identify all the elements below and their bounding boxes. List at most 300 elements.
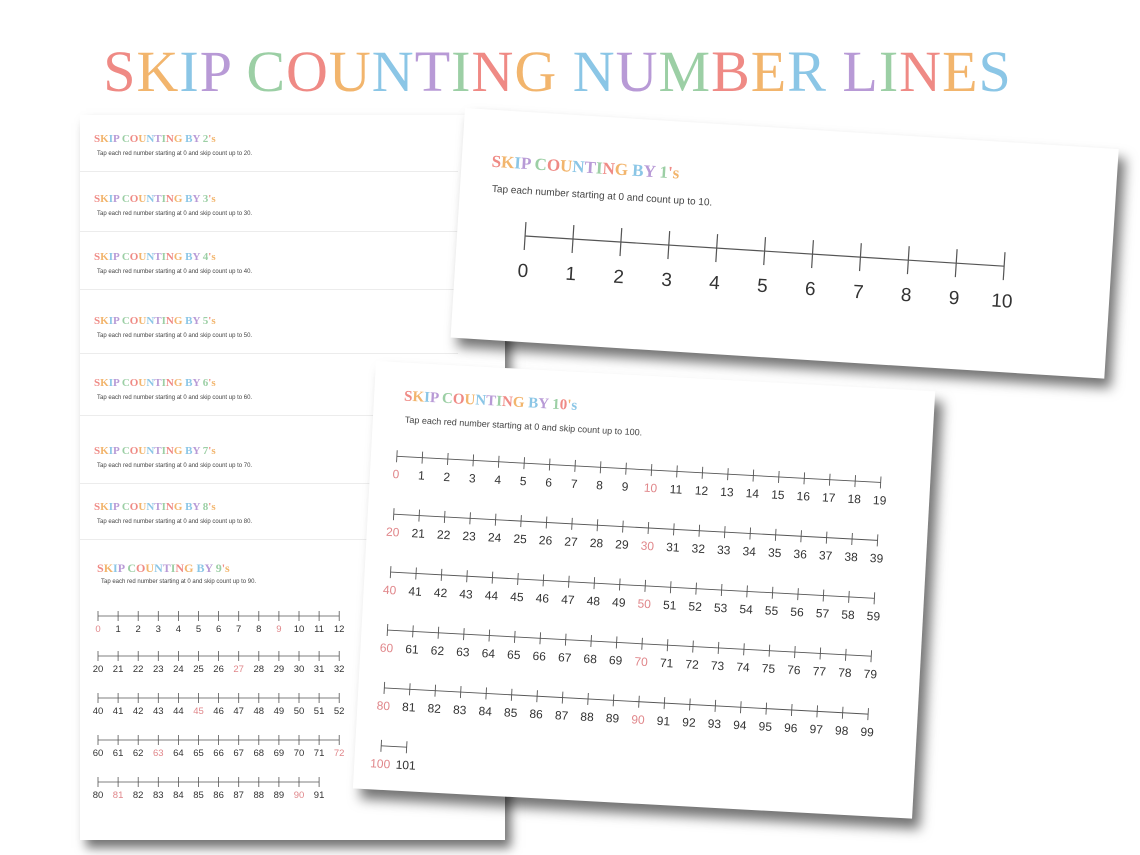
number-line-tick: [498, 456, 499, 468]
sheet-10s-heading: [404, 389, 578, 415]
number-line-tick: [565, 634, 566, 646]
number-label: 10: [990, 290, 1014, 313]
number-line-tick: [390, 566, 391, 578]
section-divider: [80, 353, 458, 354]
number-line-svg: [98, 735, 341, 747]
heading-letter: S: [94, 133, 101, 145]
number-line-tick: [518, 573, 519, 585]
number-line-tick: [393, 508, 394, 520]
heading-letter: G: [514, 39, 558, 104]
number-label: 45: [193, 706, 204, 717]
number-label: 79: [863, 666, 878, 682]
number-line-tick: [540, 632, 541, 644]
heading-letter: G: [512, 394, 525, 412]
heading-letter: N: [471, 39, 515, 104]
number-label: 23: [462, 528, 477, 544]
number-line-tick: [823, 590, 824, 602]
heading-letter: C: [121, 377, 130, 389]
number-label: 24: [487, 530, 502, 546]
heading-letter: I: [423, 389, 431, 406]
heading-letter: C: [121, 193, 130, 205]
number-line-tick: [473, 454, 474, 466]
number-label: 40: [92, 706, 104, 717]
section-heading: [94, 251, 216, 263]
nines-number-line: [92, 651, 345, 675]
heading-letter: K: [100, 445, 109, 457]
heading-letter: 0: [559, 397, 568, 414]
section-divider: [80, 289, 458, 290]
heading-letter: K: [100, 315, 109, 327]
heading-letter: P: [117, 561, 125, 575]
heading-letter: U: [615, 39, 659, 104]
heading-letter: I: [108, 501, 113, 513]
number-label: 21: [411, 526, 426, 541]
number-line-tick: [772, 587, 773, 599]
number-line-tick: [798, 588, 799, 600]
number-label: 5: [519, 473, 527, 489]
number-line-tick: [495, 514, 496, 526]
heading-letter: N: [572, 39, 616, 104]
number-label: 26: [213, 664, 224, 675]
number-line-tick: [524, 457, 525, 469]
number-line-tick: [740, 701, 741, 713]
number-label: 32: [691, 541, 706, 557]
heading-letter: I: [161, 193, 166, 205]
heading-letter: I: [108, 133, 113, 145]
heading-letter: ': [667, 162, 674, 183]
number-label: 11: [314, 624, 325, 635]
heading-letter: P: [112, 445, 120, 457]
tens-number-line: [382, 566, 881, 624]
heading-letter: s: [225, 561, 230, 575]
number-line-tick: [868, 708, 869, 720]
heading-letter: U: [138, 251, 147, 263]
number-line-tick: [721, 584, 722, 596]
number-line-tick: [588, 693, 589, 705]
heading-letter: Y: [192, 193, 201, 205]
heading-letter: 7: [202, 445, 209, 457]
number-line-tick: [460, 686, 461, 698]
number-line-tick: [569, 576, 570, 588]
number-line-tick: [492, 572, 493, 584]
number-line-tick: [619, 579, 620, 591]
number-line-tick: [600, 461, 601, 473]
skip-counting-sheet-10s: [353, 361, 935, 819]
number-line-tick: [616, 636, 617, 648]
tens-number-line: [376, 682, 875, 740]
number-label: 69: [608, 653, 623, 668]
heading-letter: ': [208, 501, 212, 513]
heading-letter: 1: [658, 162, 669, 182]
number-line-tick: [852, 533, 853, 545]
heading-letter: U: [145, 561, 155, 575]
number-label: 7: [570, 476, 578, 492]
heading-letter: S: [94, 251, 101, 263]
number-label: 62: [132, 748, 144, 759]
number-line-tick: [549, 459, 550, 471]
heading-letter: K: [136, 39, 180, 104]
heading-letter: B: [185, 445, 193, 457]
number-line-tick: [880, 476, 881, 488]
heading-letter: G: [184, 561, 194, 575]
heading-letter: N: [146, 445, 155, 457]
number-label: 91: [656, 713, 671, 729]
heading-letter: ': [208, 251, 212, 263]
number-line-tick: [413, 625, 414, 637]
heading-letter: B: [185, 251, 193, 263]
number-label: 9: [621, 479, 629, 494]
section-instruction: Tap each red number starting at 0 and skip count up to 80.: [97, 519, 253, 525]
number-label: 78: [837, 665, 852, 681]
number-line-tick: [724, 526, 725, 538]
heading-letter: O: [129, 193, 139, 205]
heading-letter: C: [441, 390, 454, 408]
heading-letter: I: [878, 39, 900, 104]
number-line-tick: [419, 510, 420, 522]
number-line-svg: [98, 651, 341, 663]
heading-letter: N: [146, 251, 155, 263]
tens-number-line: [369, 740, 417, 773]
section-instruction: Tap each red number starting at 0 and skip count up to 70.: [97, 463, 253, 469]
section-heading: [94, 133, 216, 145]
number-label: 10: [643, 480, 658, 496]
number-line-tick: [744, 643, 745, 655]
number-line-tick: [435, 685, 436, 697]
number-label: 46: [213, 706, 224, 717]
heading-letter: T: [485, 393, 497, 410]
number-label: 3: [660, 269, 673, 292]
number-label: 89: [605, 710, 620, 726]
heading-letter: N: [899, 39, 943, 104]
number-label: 8: [900, 284, 913, 307]
number-label: 73: [710, 658, 725, 674]
number-line-tick: [575, 460, 576, 472]
heading-letter: N: [146, 133, 155, 145]
number-label: 11: [669, 482, 683, 497]
heading-letter: B: [185, 501, 193, 513]
heading-letter: O: [129, 501, 139, 513]
number-label: 21: [112, 664, 124, 675]
heading-letter: N: [175, 561, 185, 575]
number-line-tick: [537, 690, 538, 702]
nines-number-line: [92, 735, 345, 759]
heading-letter: U: [328, 39, 372, 104]
number-label: 16: [796, 488, 811, 504]
heading-letter: N: [165, 377, 174, 389]
heading-letter: U: [138, 501, 147, 513]
number-label: 65: [193, 748, 204, 759]
heading-letter: O: [129, 315, 139, 327]
heading-letter: Y: [192, 377, 201, 389]
heading-letter: O: [452, 391, 465, 408]
number-line-tick: [562, 692, 563, 704]
heading-letter: ': [566, 397, 572, 414]
number-line-tick: [470, 512, 471, 524]
number-label: 40: [382, 582, 397, 598]
number-label: 67: [557, 650, 572, 665]
number-label: 26: [538, 533, 553, 548]
nines-number-line: [95, 611, 345, 635]
number-label: 87: [233, 790, 244, 801]
number-label: 48: [253, 706, 265, 717]
number-label: 56: [789, 604, 805, 620]
number-label: 22: [132, 664, 144, 675]
number-line-tick: [699, 525, 700, 537]
number-label: 83: [153, 790, 164, 801]
heading-letter: K: [100, 133, 109, 145]
heading-letter: G: [173, 501, 183, 513]
number-line-tick: [387, 624, 388, 636]
heading-letter: [557, 39, 573, 104]
heading-letter: G: [173, 193, 183, 205]
heading-letter: S: [94, 315, 101, 327]
heading-letter: U: [464, 391, 476, 409]
number-label: 14: [745, 486, 760, 501]
heading-letter: ': [208, 133, 212, 145]
number-line-svg: [98, 693, 341, 705]
number-line-tick: [667, 639, 668, 651]
number-label: 24: [173, 664, 184, 675]
number-line-tick: [670, 581, 671, 593]
number-line-tick: [651, 464, 652, 476]
heading-letter: C: [121, 251, 130, 263]
number-label: 48: [586, 593, 601, 609]
heading-letter: K: [100, 377, 109, 389]
section-heading: [94, 501, 216, 513]
number-label: 65: [506, 647, 521, 663]
number-label: 82: [427, 701, 442, 717]
number-line-tick: [791, 704, 792, 716]
heading-letter: G: [173, 315, 183, 327]
heading-letter: N: [165, 315, 174, 327]
number-label: 81: [401, 699, 416, 715]
heading-letter: T: [162, 561, 171, 575]
heading-letter: E: [942, 39, 979, 104]
number-label: 15: [770, 487, 785, 503]
heading-letter: I: [161, 251, 166, 263]
number-label: 7: [852, 281, 865, 304]
number-label: 61: [112, 748, 124, 759]
number-line-tick: [648, 522, 649, 534]
heading-letter: B: [185, 133, 193, 145]
number-line-tick: [826, 532, 827, 544]
heading-letter: ': [208, 315, 212, 327]
section-instruction: Tap each red number starting at 0 and skip count up to 20.: [97, 151, 253, 157]
heading-letter: T: [414, 39, 452, 104]
number-label: 63: [455, 644, 470, 660]
number-label: 62: [430, 643, 445, 659]
number-label: 68: [253, 748, 265, 759]
section-divider: [80, 171, 458, 172]
heading-letter: U: [138, 193, 147, 205]
number-line-tick: [728, 468, 729, 480]
number-label: 89: [273, 790, 285, 801]
heading-letter: I: [170, 561, 176, 575]
number-label: 28: [589, 535, 604, 551]
number-label: 12: [694, 483, 709, 499]
heading-letter: I: [108, 193, 113, 205]
number-label: 51: [662, 597, 677, 613]
heading-letter: G: [173, 251, 183, 263]
page-title: [0, 38, 1115, 105]
section-instruction: Tap each red number starting at 0 and skip count up to 90.: [101, 579, 257, 585]
heading-letter: B: [196, 561, 205, 575]
number-label: 47: [233, 706, 244, 717]
number-line-tick: [747, 585, 748, 597]
number-line-svg: [98, 777, 321, 789]
heading-letter: S: [97, 561, 104, 575]
number-label: 17: [821, 490, 836, 506]
heading-letter: I: [108, 251, 113, 263]
heading-letter: K: [100, 501, 109, 513]
number-line-tick: [842, 707, 843, 719]
number-label: 80: [376, 698, 391, 714]
heading-letter: Y: [537, 395, 549, 413]
heading-letter: U: [559, 156, 573, 176]
number-label: 20: [385, 524, 400, 540]
number-label: 86: [213, 790, 224, 801]
number-line-tick: [702, 467, 703, 479]
number-label: 39: [869, 551, 884, 566]
number-label: 85: [503, 705, 518, 721]
heading-letter: s: [211, 133, 216, 145]
number-label: 32: [333, 664, 345, 675]
number-line-tick: [664, 697, 665, 709]
heading-letter: ': [208, 377, 212, 389]
number-label: 84: [478, 704, 493, 719]
number-label: 61: [404, 642, 420, 657]
number-line-tick: [543, 574, 544, 586]
number-label: 9: [948, 287, 960, 310]
number-line-tick: [775, 529, 776, 541]
heading-letter: U: [138, 133, 147, 145]
number-label: 4: [175, 624, 182, 635]
number-label: 53: [713, 600, 728, 616]
number-label: 3: [155, 624, 161, 635]
heading-letter: P: [112, 133, 120, 145]
number-label: 10: [293, 624, 305, 635]
heading-letter: S: [94, 501, 101, 513]
nines-number-line: [92, 693, 345, 717]
number-line-tick: [778, 471, 779, 483]
number-label: 2: [443, 469, 451, 485]
heading-letter: M: [658, 39, 712, 104]
number-line-tick: [871, 650, 872, 662]
number-line-tick: [489, 630, 490, 642]
number-label: 1: [564, 263, 577, 286]
number-label: 43: [153, 706, 164, 717]
heading-letter: N: [146, 501, 155, 513]
ones-number-line: [516, 222, 1014, 313]
heading-letter: T: [154, 251, 162, 263]
number-label: 97: [809, 721, 824, 737]
number-line-tick: [409, 683, 410, 695]
heading-letter: T: [154, 501, 162, 513]
number-label: 88: [580, 709, 595, 725]
heading-letter: ': [208, 193, 212, 205]
number-label: 8: [595, 478, 604, 493]
heading-letter: 2: [202, 133, 209, 145]
heading-letter: C: [121, 501, 130, 513]
number-line-tick: [464, 628, 465, 640]
number-label: 92: [681, 715, 696, 730]
number-label: 70: [634, 654, 649, 670]
heading-letter: I: [451, 39, 472, 104]
number-label: 57: [815, 606, 830, 621]
heading-letter: N: [165, 193, 174, 205]
tens-number-line: [392, 450, 887, 508]
number-label: 6: [215, 624, 222, 635]
number-label: 1: [417, 468, 426, 483]
heading-letter: G: [173, 133, 183, 145]
section-heading: [94, 445, 216, 457]
heading-letter: Y: [642, 161, 656, 182]
heading-letter: S: [103, 39, 137, 104]
number-label: 30: [293, 664, 305, 675]
number-line-tick: [718, 642, 719, 654]
number-label: 44: [173, 706, 184, 717]
number-label: 27: [233, 664, 244, 675]
number-label: 2: [135, 624, 141, 635]
number-label: 18: [847, 491, 862, 507]
number-label: 66: [213, 748, 224, 759]
number-label: 99: [860, 724, 875, 740]
heading-letter: s: [211, 315, 216, 327]
number-line-axis: [381, 746, 406, 747]
number-label: 55: [764, 603, 779, 619]
heading-letter: P: [112, 251, 120, 263]
heading-letter: N: [601, 158, 616, 179]
heading-letter: 8: [202, 501, 209, 513]
number-line-tick: [849, 591, 850, 603]
number-label: 12: [333, 624, 345, 635]
number-line-tick: [801, 530, 802, 542]
sheet-10s-instruction: Tap each red number starting at 0 and skip count up to 100.: [404, 414, 643, 438]
number-line-tick: [397, 450, 398, 462]
number-line-tick: [486, 687, 487, 699]
heading-letter: O: [129, 133, 139, 145]
number-line-tick: [642, 638, 643, 650]
heading-letter: I: [179, 39, 200, 104]
heading-letter: ': [208, 445, 212, 457]
number-label: 67: [233, 748, 244, 759]
heading-letter: N: [146, 377, 155, 389]
heading-letter: I: [495, 393, 503, 410]
number-label: 94: [732, 717, 747, 733]
heading-letter: S: [94, 377, 101, 389]
number-label: 69: [273, 748, 285, 759]
number-line-tick: [690, 698, 691, 710]
number-label: 91: [313, 790, 325, 801]
heading-letter: N: [165, 445, 174, 457]
number-line-tick: [855, 475, 856, 487]
heading-letter: N: [501, 393, 514, 411]
number-line-tick: [511, 689, 512, 701]
number-label: 63: [153, 748, 164, 759]
heading-letter: B: [527, 395, 539, 412]
number-label: 60: [379, 640, 394, 656]
heading-letter: Y: [192, 251, 201, 263]
heading-letter: P: [199, 39, 231, 104]
number-line-svg: [524, 222, 1007, 282]
number-label: 4: [494, 472, 502, 487]
heading-letter: N: [165, 133, 174, 145]
number-label: 9: [276, 624, 282, 635]
number-line-tick: [422, 452, 423, 464]
number-label: 41: [408, 584, 423, 599]
number-line-tick: [845, 649, 846, 661]
section-instruction: Tap each red number starting at 0 and skip count up to 50.: [97, 333, 253, 339]
